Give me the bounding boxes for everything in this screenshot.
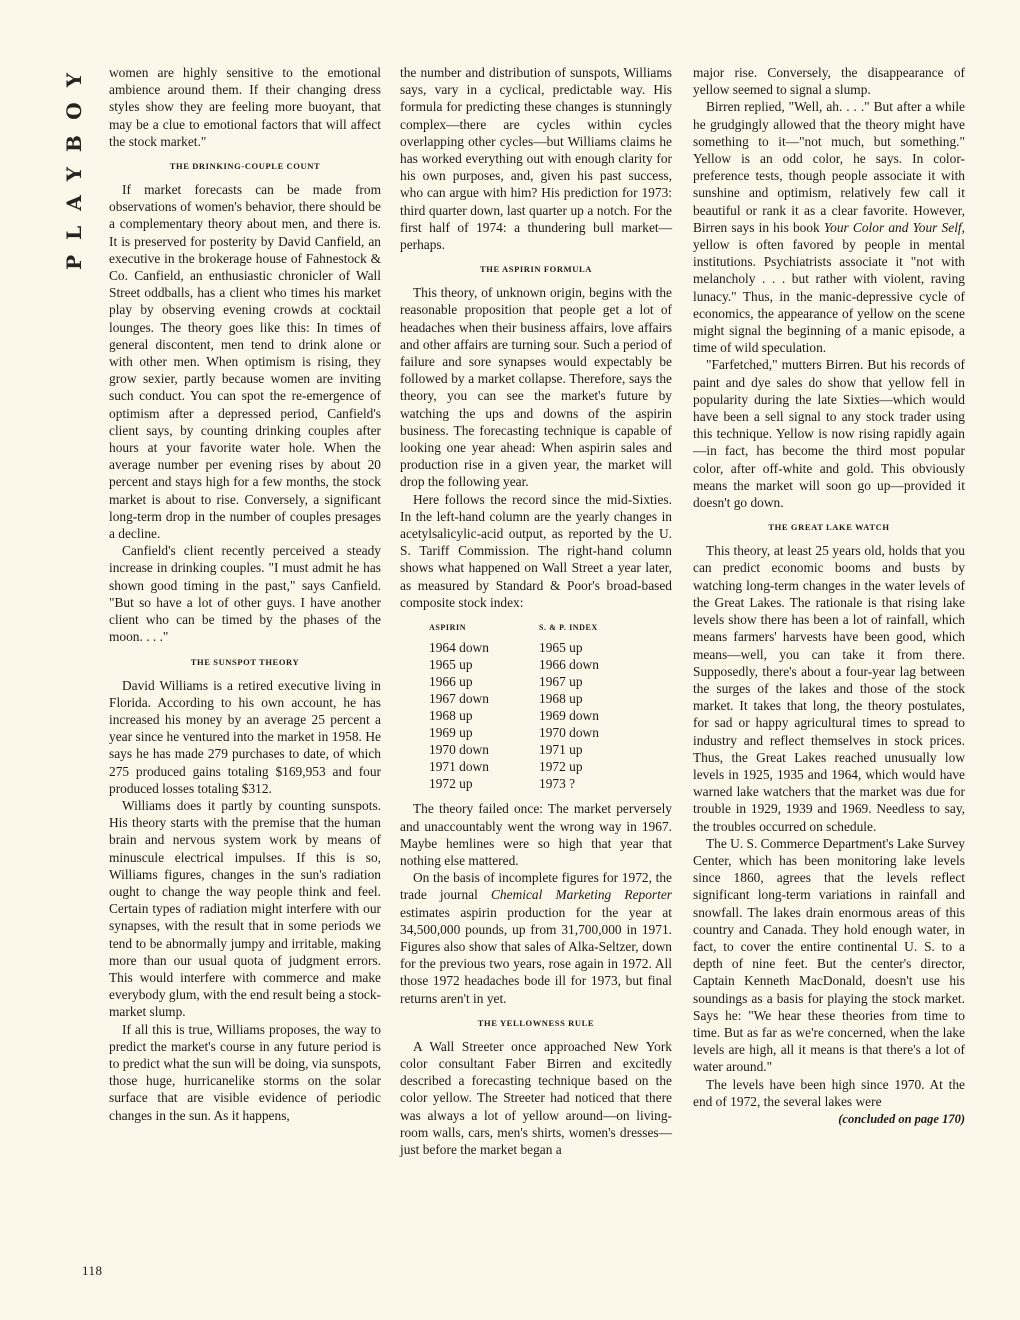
index-cell: 1966 down: [539, 657, 599, 673]
table-header-aspirin: ASPIRIN: [429, 623, 467, 633]
section-heading-yellowness: THE YELLOWNESS RULE: [477, 1017, 595, 1028]
index-cell: 1972 up: [539, 759, 583, 775]
paragraph: major rise. Conversely, the disappearance of yellow seemed to signal a slump.: [693, 65, 965, 98]
text-run: Birren replied, "Well, ah. . . ." But after a while he grudgingly allowed that the theory might have something to it—"not much, but something." Yellow is an odd color, he says. In color-preference tests, though people associate it with sunshine and optimism, relatively few call it beautiful or rank it as a clear favorite. However, Birren says in his book: [693, 99, 965, 235]
magazine-name-vertical: PLAYBOY: [62, 58, 86, 270]
aspirin-cell: 1964 down: [429, 640, 489, 656]
text-run: yellow is often favored by people in mental institutions. Psychiatrists associate it "not with melancholy . . . but rather with violent, raving lunacy." Thus, in the manic-depressive cycle of economics, the appearance of yellow on the scene might signal the beginning of a manic episode, a time of wild speculation.: [693, 237, 965, 356]
table-row: [429, 775, 599, 792]
text-run: estimates aspirin production for the year at 34,500,000 pounds, up from 31,700,000 in 1971. Figures also show that sales of Alka-Seltzer, down for the previous two years, rose again in 1972. All those 1972 headaches bode ill for 1973, but final returns aren't in yet.: [400, 904, 672, 1006]
index-cell: 1973 ?: [539, 776, 576, 792]
table-row: [429, 741, 599, 758]
paragraph: "Farfetched," mutters Birren. But his records of paint and dye sales do show that yellow fell in popularity during the late Sixties—which would have been a sell signal to any stock trader using this technique. Yellow is now rising rapidly again—in fact, has become the third most popular color, after off-white and gold. This obviously means the market will soon go up—provided it doesn't go down.: [693, 357, 965, 511]
index-cell: 1971 up: [539, 742, 583, 758]
text-column-2: [400, 64, 672, 1158]
continuation-note: (concluded on page 170): [838, 1111, 965, 1126]
paragraph: Canfield's client recently perceived a steady increase in drinking couples. "I must admit he has shown good timing in the past," says Canfield. "But so have a lot of other guys. I have another client who can be timed by the phases of the moon. . . .": [109, 543, 381, 645]
paragraph: The U. S. Commerce Department's Lake Survey Center, which has been monitoring lake levels since 1860, agrees that the levels reflect significant long-term variations in rainfall and snowfall. The lakes drain enormous areas of this country and Canada. They hold enough water, in fact, to cover the entire continental U. S. to a depth of nine feet. But the center's director, Captain Kenneth MacDonald, doesn't use his soundings as a basis for playing the stock market. Says he: "We hear these theories from time to time. But as far as we're concerned, when the lake levels are high, all it means is that there's a lot of water around.": [693, 835, 965, 1075]
aspirin-cell: 1967 down: [429, 691, 489, 707]
paragraph: women are highly sensitive to the emotional ambience around them. If their changing dress styles show they are feeling more buoyant, that may be a clue to emotional factors that will affect the stock market.": [109, 65, 381, 149]
section-heading-drinking-couple: THE DRINKING-COUPLE COUNT: [169, 161, 321, 172]
paragraph: This theory, of unknown origin, begins with the reasonable proposition that people get a lot of headaches when their business affairs, love affairs and other affairs are turning sour. Such a period of failure and sore synapses would expectably be followed by a market collapse. Therefore, says the theory, you can see the market's future by watching the ups and downs of the aspirin business. The forecasting technique is capable of looking one year ahead: When aspirin sales and production rise in a given year, the market will drop the following year.: [400, 285, 672, 490]
page-number: 118: [82, 1263, 103, 1278]
book-title: Your Color and Your Self,: [823, 219, 965, 235]
table-row: [429, 656, 599, 673]
table-row: [429, 758, 599, 775]
aspirin-cell: 1971 down: [429, 759, 489, 775]
aspirin-cell: 1966 up: [429, 674, 473, 690]
section-heading-aspirin: THE ASPIRIN FORMULA: [480, 264, 592, 275]
aspirin-cell: 1968 up: [429, 708, 473, 724]
text-column-3: [693, 64, 965, 1128]
table-row: [429, 639, 599, 656]
text-run: On the basis of incomplete figures for 1972, the trade journal: [400, 870, 672, 903]
section-heading-great-lake: THE GREAT LAKE WATCH: [768, 522, 890, 533]
table-row: [429, 690, 599, 707]
paragraph: If market forecasts can be made from observations of women's behavior, there should be a complementary theory about men, and there is. It is preserved for posterity by David Canfield, an executive in the brokerage house of Fahnestock & Co. Canfield, an enthusiastic chronicler of Wall Street oddballs, has a client who times his market play by observing evening crowds at cocktail lounges. The theory goes like this: In times of general discontent, men tend to drink alone or with other men. When optimism is rising, they grow sexier, partly because women are inviting such conduct. You can spot the re-emergence of optimism after a depressed period, Canfield's client says, by counting drinking couples after hours at your favorite water hole. When the average number per evening rises by about 20 percent and stays high for a few months, the stock market is about to rise. Conversely, a significant long-term drop in the number of couples presages a decline.: [109, 182, 381, 542]
aspirin-cell: 1972 up: [429, 776, 473, 792]
aspirin-cell: 1969 up: [429, 725, 473, 741]
table-row: [429, 724, 599, 741]
table-row: [429, 707, 599, 724]
paragraph: David Williams is a retired executive living in Florida. According to his own account, he has increased his money by an average 25 percent a year since he ventured into the market in 1958. He says he has made 279 purchases to date, of which 275 produced gains totaling $169,953 and four produced losses totaling $312.: [109, 677, 381, 796]
table-header-index: S. & P. INDEX: [539, 623, 598, 633]
paragraph: the number and distribution of sunspots, Williams says, vary in a cyclical, predictable way. His formula for predicting these changes is stunningly complex—there are cycles within cycles overlapping other cycles—but Williams claims he has worked everything out with enough clarity for his own purposes, and, given his past success, who can argue with him? His prediction for 1973: third quarter down, last quarter up a notch. For the first half of 1974: a thundering bull market—perhaps.: [400, 65, 672, 253]
paragraph: This theory, at least 25 years old, holds that you can predict economic booms and busts by watching long-term changes in the water levels of the Great Lakes. The rationale is that rising lake levels show there has been a lot of rainfall, which means farmers' harvests have been good, which means—well, you can take it from there. Supposedly, there's about a four-year lag between the surges of the lakes and those of the stock market. It takes that long, the theory postulates, for sad or happy agricultural times to spread to industry and reflect themselves in stock prices. Thus, the Great Lakes reached unusually low levels in 1925, 1935 and 1964, which would have warned lake watchers that the market was due for trouble in 1929, 1939 and 1969. Needless to say, the troubles occurred on schedule.: [693, 543, 965, 834]
paragraph: A Wall Streeter once approached New York color consultant Faber Birren and excitedly described a forecasting technique based on the color yellow. The Streeter had noticed that there was always a lot of yellow around—on living-room walls, cars, men's shirts, women's dresses—just before the market began a: [400, 1038, 672, 1157]
paragraph: The levels have been high since 1970. At the end of 1972, the several lakes were: [693, 1076, 965, 1109]
paragraph: If all this is true, Williams proposes, the way to predict the market's course in any future period is to predict what the sun will be doing, via sunspots, those huge, hurricanelike storms on the solar surface that are visible evidence of periodic changes in the sun. As it happens,: [109, 1021, 381, 1123]
aspirin-cell: 1965 up: [429, 657, 473, 673]
section-heading-sunspot: THE SUNSPOT THEORY: [190, 656, 300, 667]
text-column-1: [109, 64, 381, 1124]
paragraph: [693, 98, 965, 356]
aspirin-cell: 1970 down: [429, 742, 489, 758]
index-cell: 1967 up: [539, 674, 583, 690]
aspirin-index-table: [429, 619, 599, 792]
index-cell: 1968 up: [539, 691, 583, 707]
index-cell: 1970 down: [539, 725, 599, 741]
index-cell: 1965 up: [539, 640, 583, 656]
table-row: [429, 673, 599, 690]
table-body: [429, 639, 599, 792]
paragraph: [400, 869, 672, 1007]
index-cell: 1969 down: [539, 708, 599, 724]
paragraph: Williams does it partly by counting sunspots. His theory starts with the premise that the human brain and nervous system work by means of minuscule electrical impulses. If this is so, Williams figures, changes in the sun's radiation ought to change the way people think and feel. Certain types of radiation might interfere with our synapses, with the result that in some periods we tend to be abnormally jumpy and irritable, making more than our usual quota of judgment errors. This would interfere with commerce and make everybody glum, with the end result being a stock-market slump.: [109, 797, 381, 1020]
journal-title: Chemical Marketing Reporter: [491, 887, 672, 903]
paragraph: The theory failed once: The market perversely and unaccountably went the wrong way in 1967. Maybe hemlines were so high that year that nothing else mattered.: [400, 801, 672, 868]
paragraph: Here follows the record since the mid-Sixties. In the left-hand column are the yearly changes in acetylsalicylic-acid output, as reported by the U. S. Tariff Commission. The right-hand column shows what happened on Wall Street a year later, as measured by Standard & Poor's broad-based composite stock index:: [400, 491, 672, 610]
